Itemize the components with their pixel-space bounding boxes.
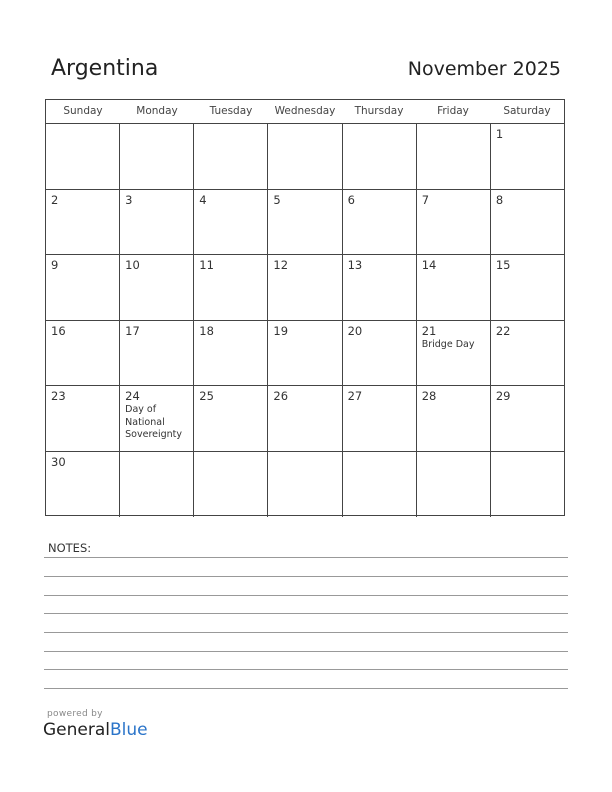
day-cell xyxy=(120,124,194,189)
day-number: 22 xyxy=(495,323,511,338)
day-number: 25 xyxy=(199,389,214,403)
day-cell xyxy=(417,190,491,255)
day-cell xyxy=(120,386,194,451)
day-number: 16 xyxy=(51,323,66,338)
day-cell xyxy=(46,190,120,255)
day-cell xyxy=(343,124,417,189)
day-cell xyxy=(268,190,342,255)
day-number: 30 xyxy=(51,454,66,469)
day-number: 26 xyxy=(273,389,289,403)
note-line xyxy=(44,688,568,689)
day-number: 11 xyxy=(199,258,214,272)
day-cell xyxy=(343,386,417,451)
day-number: 20 xyxy=(347,323,363,338)
brand-name-part2: Blue xyxy=(110,720,148,740)
day-number: 4 xyxy=(199,192,207,207)
day-cell xyxy=(491,386,564,451)
notes-label: NOTES: xyxy=(48,541,92,555)
holiday-label: Day of National Sovereignty xyxy=(125,404,183,440)
day-cell xyxy=(491,124,564,189)
day-cell xyxy=(46,124,120,189)
day-number: 27 xyxy=(347,389,363,403)
day-cell xyxy=(417,255,491,320)
weeks-container xyxy=(46,124,564,517)
day-cell xyxy=(46,386,120,451)
day-number: 10 xyxy=(125,258,140,272)
day-number: 13 xyxy=(347,258,363,272)
note-line xyxy=(44,651,568,652)
week-row xyxy=(46,124,564,190)
day-cell xyxy=(268,255,342,320)
day-number: 18 xyxy=(199,323,214,338)
day-cell xyxy=(343,255,417,320)
day-number: 12 xyxy=(273,258,289,272)
day-cell xyxy=(417,321,491,386)
day-number: 5 xyxy=(273,192,281,207)
day-cell xyxy=(194,124,268,189)
day-cell xyxy=(120,452,194,518)
day-cell xyxy=(417,124,491,189)
month-year-title: November 2025 xyxy=(407,58,561,80)
weekday-wednesday: Wednesday xyxy=(274,105,336,117)
weekday-monday: Monday xyxy=(136,105,178,117)
holiday-label: Bridge Day xyxy=(421,338,475,350)
week-row xyxy=(46,190,564,256)
day-number: 24 xyxy=(125,389,140,403)
day-cell xyxy=(194,452,268,518)
day-cell xyxy=(491,190,564,255)
day-number: 17 xyxy=(125,323,140,338)
note-line xyxy=(44,669,568,670)
day-number: 28 xyxy=(421,389,437,403)
weekday-thursday: Thursday xyxy=(354,105,404,117)
day-number: 9 xyxy=(51,258,59,272)
day-number: 2 xyxy=(51,192,59,207)
day-number: 7 xyxy=(421,192,430,207)
weekday-saturday: Saturday xyxy=(503,105,551,117)
note-line xyxy=(44,613,568,614)
day-number: 3 xyxy=(125,192,133,207)
day-cell xyxy=(194,190,268,255)
day-number: 1 xyxy=(495,127,504,141)
calendar-grid xyxy=(45,99,565,516)
day-cell xyxy=(120,255,194,320)
day-number: 15 xyxy=(495,258,511,272)
day-cell xyxy=(417,452,491,518)
day-number: 6 xyxy=(347,192,355,207)
day-cell xyxy=(46,452,120,518)
day-cell xyxy=(343,190,417,255)
note-line xyxy=(44,576,568,577)
day-cell xyxy=(46,255,120,320)
week-row xyxy=(46,452,564,518)
note-line xyxy=(44,595,568,596)
week-row xyxy=(46,386,564,452)
weekday-sunday: Sunday xyxy=(63,105,103,117)
day-cell xyxy=(194,321,268,386)
weekday-header-row xyxy=(46,100,564,124)
day-number: 29 xyxy=(495,389,511,403)
day-cell xyxy=(194,386,268,451)
day-number: 8 xyxy=(495,192,504,207)
day-number: 21 xyxy=(421,323,437,338)
powered-by-text: powered by xyxy=(47,709,103,719)
weekday-tuesday: Tuesday xyxy=(209,105,253,117)
brand-name-part1: General xyxy=(43,720,110,740)
week-row xyxy=(46,321,564,387)
day-cell xyxy=(268,321,342,386)
day-cell xyxy=(343,452,417,518)
note-line xyxy=(44,632,568,633)
day-cell xyxy=(268,452,342,518)
day-cell xyxy=(46,321,120,386)
brand-logo xyxy=(43,720,148,740)
day-cell xyxy=(417,386,491,451)
day-number: 23 xyxy=(51,389,66,403)
day-number: 14 xyxy=(421,258,437,272)
note-line xyxy=(44,557,568,558)
day-number: 19 xyxy=(273,323,289,338)
day-cell xyxy=(491,452,564,518)
day-cell xyxy=(343,321,417,386)
day-cell xyxy=(194,255,268,320)
day-cell xyxy=(268,386,342,451)
day-cell xyxy=(268,124,342,189)
day-cell xyxy=(491,321,564,386)
week-row xyxy=(46,255,564,321)
weekday-friday: Friday xyxy=(437,105,469,117)
day-cell xyxy=(491,255,564,320)
country-title: Argentina xyxy=(51,56,159,81)
day-cell xyxy=(120,321,194,386)
day-cell xyxy=(120,190,194,255)
